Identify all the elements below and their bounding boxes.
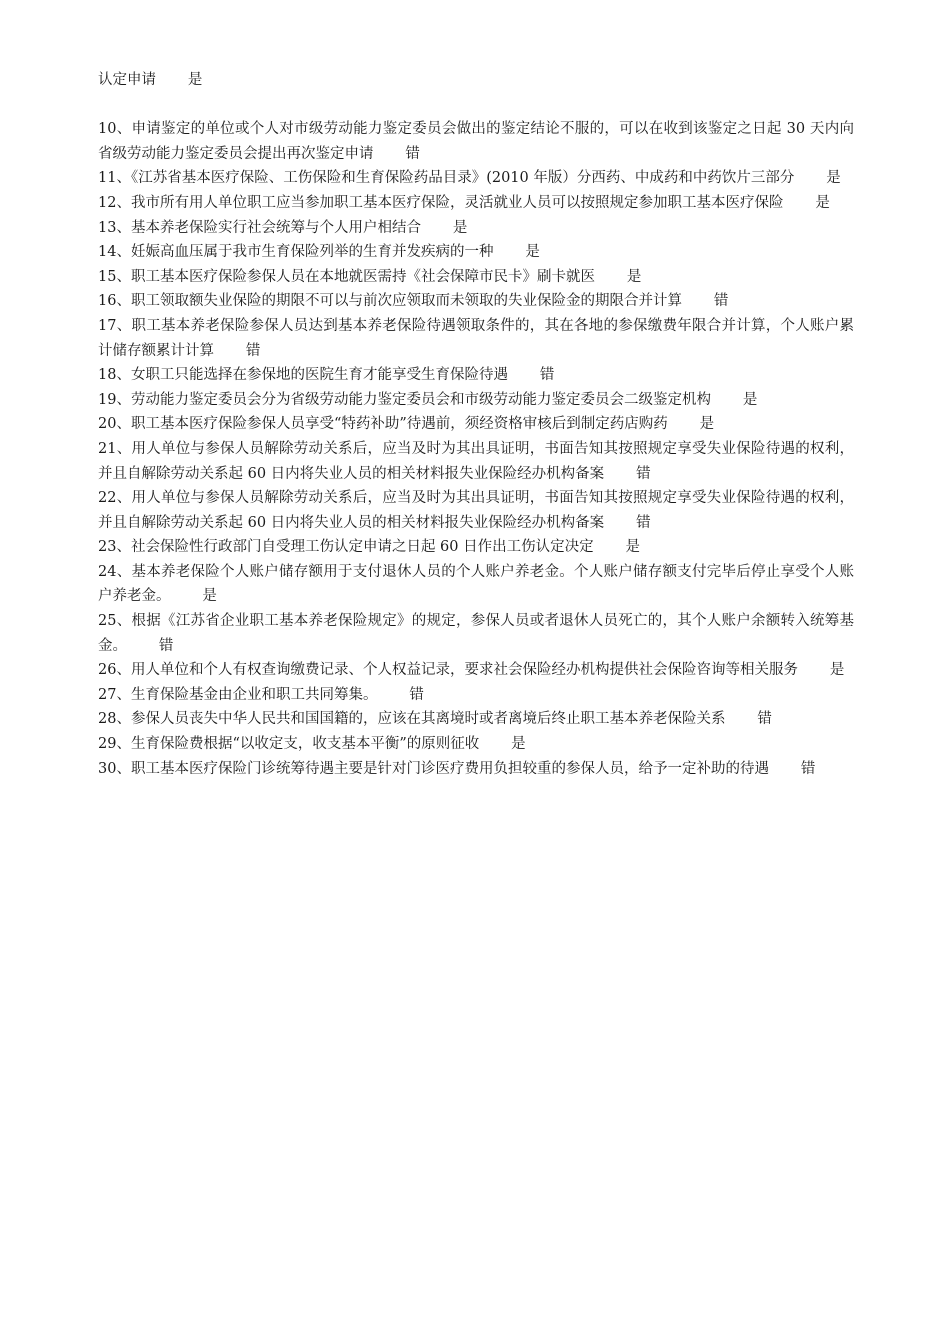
question-item — [98, 191, 854, 216]
question-text: 14、妊娠高血压属于我市生育保险列举的生育并发疾病的一种 — [98, 244, 494, 261]
question-text: 28、参保人员丧失中华人民共和国国籍的，应该在其离境时或者离境后终止职工基本养老保险关系 — [98, 711, 726, 728]
question-item — [98, 412, 854, 437]
question-text: 21、用人单位与参保人员解除劳动关系后，应当及时为其出具证明，书面告知其按照规定享受失业保险待遇的权利，并且自解除劳动关系起 60 日内将失业人员的相关材料报失业保险经办机构备案 — [98, 440, 854, 482]
question-text: 22、用人单位与参保人员解除劳动关系后，应当及时为其出具证明，书面告知其按照规定享受失业保险待遇的权利，并且自解除劳动关系起 60 日内将失业人员的相关材料报失业保险经办机构备案 — [98, 490, 854, 531]
question-answer: 是 — [742, 391, 758, 408]
question-answer: 错 — [800, 760, 816, 777]
intro-answer: 是 — [187, 72, 203, 88]
question-answer: 是 — [815, 194, 830, 211]
question-answer: 错 — [636, 514, 651, 531]
question-item — [98, 265, 854, 290]
question-answer: 是 — [626, 268, 642, 285]
blank-line — [98, 93, 854, 118]
question-text: 16、职工领取额失业保险的期限不可以与前次应领取而未领取的失业保险金的期限合并计算 — [98, 293, 682, 310]
question-item — [98, 437, 854, 486]
question-text: 24、基本养老保险个人账户储存额用于支付退休人员的个人账户养老金。个人账户储存额支付完毕后停止享受个人账户养老金。 — [98, 563, 854, 605]
question-item — [98, 117, 854, 166]
question-text: 19、劳动能力鉴定委员会分为省级劳动能力鉴定委员会和市级劳动能力鉴定委员会二级鉴定机构 — [98, 391, 711, 408]
question-text: 23、社会保险性行政部门自受理工伤认定申请之日起 60 日作出工伤认定决定 — [98, 539, 594, 556]
question-answer: 是 — [829, 662, 845, 679]
question-answer: 是 — [699, 416, 715, 433]
question-text: 15、职工基本医疗保险参保人员在本地就医需持《社会保障市民卡》刷卡就医 — [98, 268, 595, 285]
question-item — [98, 314, 854, 363]
question-answer: 错 — [713, 293, 729, 310]
question-item — [98, 363, 854, 388]
question-text: 30、职工基本医疗保险门诊统筹待遇主要是针对门诊医疗费用负担较重的参保人员，给予一定补助的待遇 — [98, 760, 769, 777]
question-answer: 是 — [511, 736, 526, 753]
question-text: 11、《江苏省基本医疗保险、工伤保险和生育保险药品目录》(2010 年版）分西药、中成药和中药饮片三部分 — [98, 170, 795, 187]
question-answer: 错 — [158, 637, 174, 654]
question-text: 25、根据《江苏省企业职工基本养老保险规定》的规定，参保人员或者退休人员死亡的，其个人账户余额转入统筹基金。 — [98, 613, 854, 654]
question-answer: 是 — [625, 539, 641, 556]
question-item — [98, 757, 854, 782]
question-item — [98, 388, 854, 413]
question-answer: 是 — [202, 588, 217, 605]
question-answer: 是 — [826, 170, 841, 187]
question-item — [98, 166, 854, 191]
question-text: 12、我市所有用人单位职工应当参加职工基本医疗保险，灵活就业人员可以按照规定参加职工基本医疗保险 — [98, 194, 784, 211]
question-item — [98, 707, 854, 732]
question-answer: 错 — [405, 145, 420, 162]
question-text: 10、申请鉴定的单位或个人对市级劳动能力鉴定委员会做出的鉴定结论不服的，可以在收到该鉴定之日起 30 天内向省级劳动能力鉴定委员会提出再次鉴定申请 — [98, 121, 854, 162]
question-item — [98, 732, 854, 757]
question-item — [98, 683, 854, 708]
question-text: 27、生育保险基金由企业和职工共同筹集。 — [98, 686, 378, 703]
question-answer: 错 — [409, 686, 424, 703]
question-text: 29、生育保险费根据“以收定支，收支基本平衡”的原则征收 — [98, 736, 480, 753]
question-text: 18、女职工只能选择在参保地的医院生育才能享受生育保险待遇 — [98, 367, 508, 384]
intro-text: 认定申请 — [98, 72, 156, 88]
question-answer: 错 — [757, 711, 772, 728]
question-answer: 错 — [636, 465, 651, 482]
question-item — [98, 658, 854, 683]
question-text: 17、职工基本养老保险参保人员达到基本养老保险待遇领取条件的，其在各地的参保缴费年限合并计算，个人账户累计储存额累计计算 — [98, 317, 854, 359]
question-text: 20、职工基本医疗保险参保人员享受“特药补助”待遇前，须经资格审核后到制定药店购药 — [98, 416, 668, 433]
question-item — [98, 535, 854, 560]
question-item — [98, 560, 854, 609]
question-item — [98, 216, 854, 241]
question-item — [98, 240, 854, 265]
question-answer: 错 — [245, 342, 261, 359]
intro-line — [98, 68, 854, 93]
question-answer: 是 — [525, 244, 540, 261]
question-text: 13、基本养老保险实行社会统筹与个人用户相结合 — [98, 219, 421, 236]
question-item — [98, 609, 854, 658]
question-answer: 是 — [452, 219, 468, 236]
question-item — [98, 289, 854, 314]
question-text: 26、用人单位和个人有权查询缴费记录、个人权益记录，要求社会保险经办机构提供社会保险咨询等相关服务 — [98, 662, 798, 679]
question-item — [98, 486, 854, 535]
question-answer: 错 — [539, 367, 555, 384]
